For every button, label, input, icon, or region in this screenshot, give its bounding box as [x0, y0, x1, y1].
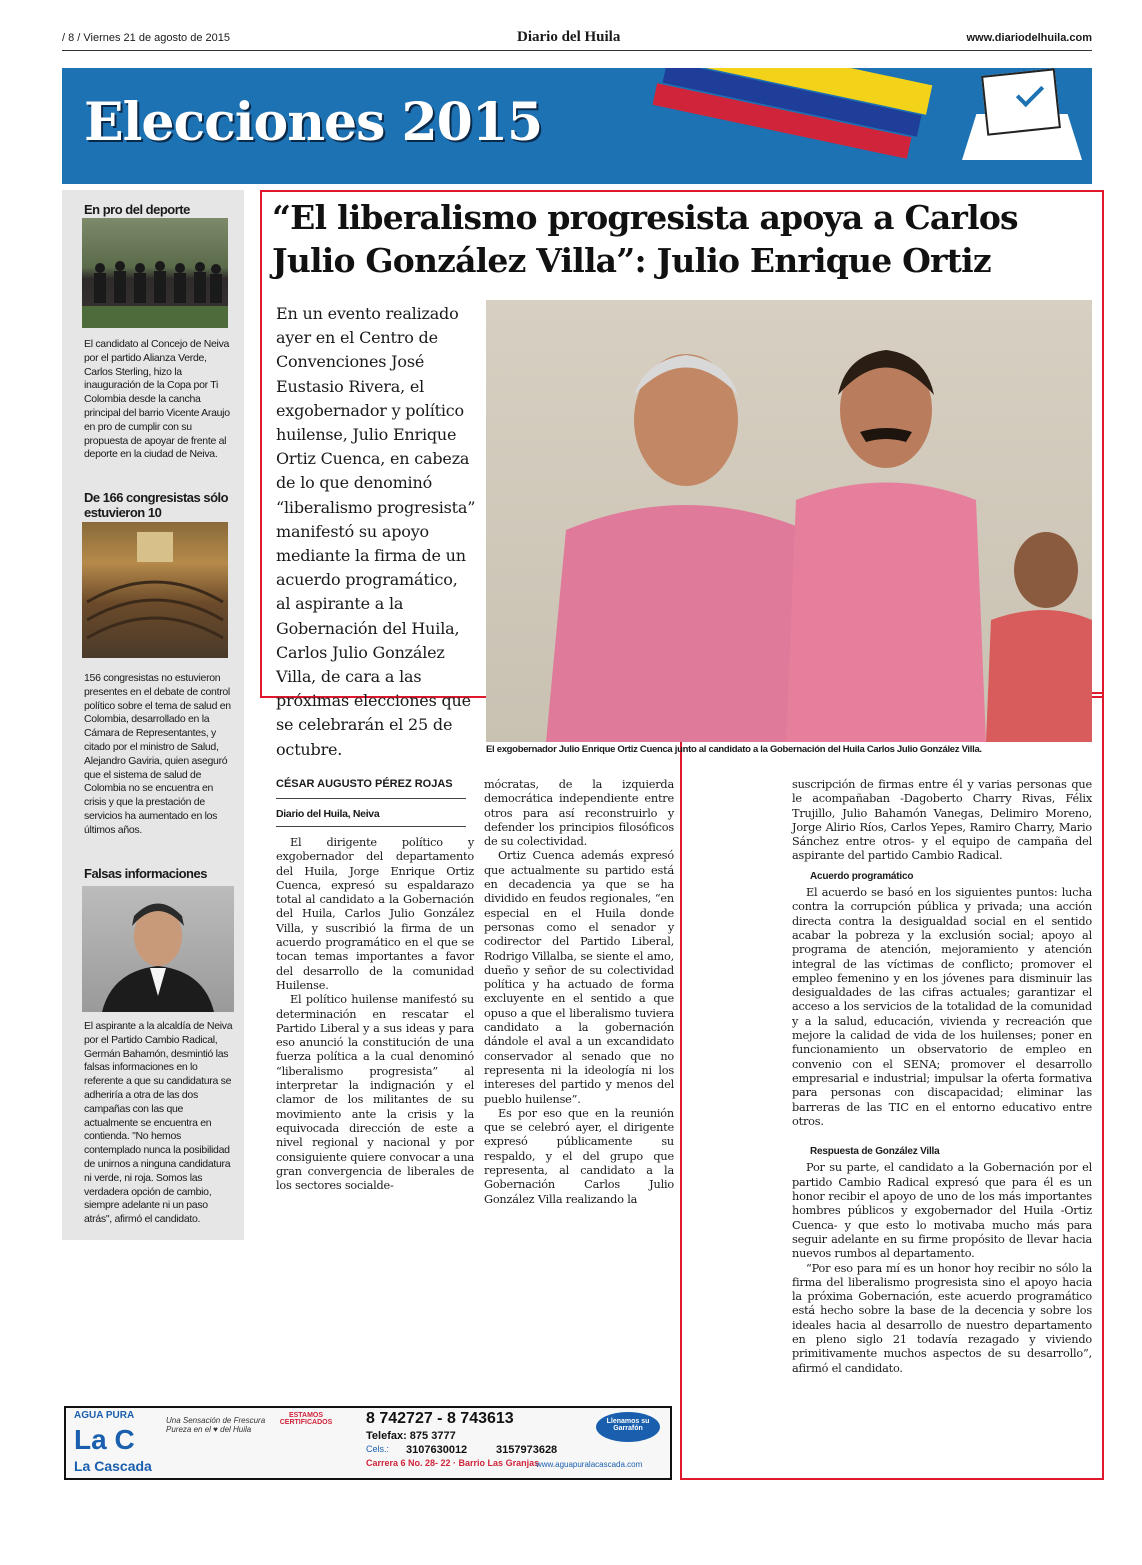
ad-slogan-2: Pureza en el ♥ del Huila — [166, 1425, 252, 1434]
photo-people — [486, 300, 1092, 742]
author-rule — [276, 798, 466, 799]
page-header — [62, 29, 1092, 51]
col3-paragraph-3: Por su parte, el candidato a la Gobernación por el partido Cambio Radical expresó que para él es un honor recibir el apoyo de uno de los más importantes hombres públicos y exgobernador del Huila -Ortiz Cuenca- y que esto lo motivaba mucho más para seguir adelante en su firme propósito de llevar hacia nuevos rumbos al departamento. — [792, 1161, 1092, 1261]
ad-agua-pura — [74, 1410, 134, 1421]
ad-certified-seal: ESTAMOS CERTIFICADOS — [279, 1412, 333, 1426]
ad-cel-2: 3157973628 — [496, 1444, 558, 1456]
football-team-photo — [82, 218, 228, 328]
article-headline: “El liberalismo progresista apoya a Carlos Julio González Villa”: Julio Enrique Ortiz — [272, 198, 1018, 280]
article-column-1 — [276, 836, 474, 1193]
col2-paragraph-2: Ortiz Cuenca además expresó que actualmente su partido está en decadencia ya que se ha dividido en feudos regionales, “en especial en el Huila donde personas como el senador y codirector del Partido Liberal, Rodrigo Villalba, se siente el amo, dueño y señor de su colectividad política y ha actuado de forma excluyente en el sentido a que opuso a que el liberalismo tuviera candidato a la gobernación dándole el aval a un excandidato conservador al senado que no representa ni la ideología ni los intereses del partido y menos del pueblo huilense”. — [484, 849, 674, 1106]
sidebar-heading-1: En pro del deporte — [84, 202, 190, 217]
subheading-acuerdo: Acuerdo programático — [810, 870, 914, 882]
chamber-seats — [82, 522, 228, 658]
col3-paragraph-1: suscripción de firmas entre él y varias personas que le acompañaban -Dagoberto Charry Rivas, Félix Trujillo, Julio Bahamón Vanegas, Delimiro Moreno, Jorge Alirio Ríos, Carlos Yepes, Ramiro Charry, Mario Sánchez entre otros- y el equipo de campaña del aspirante del partido Cambio Radical. — [792, 778, 1092, 863]
ad-box[interactable] — [64, 1406, 672, 1480]
article-column-2 — [484, 778, 674, 1207]
article-column-3 — [792, 778, 1092, 1376]
website-url[interactable]: www.diariodelhuila.com — [966, 32, 1092, 44]
sidebar-text-2: 156 congresistas no estuvieron presentes en el debate de control político sobre el tema de salud en Colombia, desarrollado en la Cámara de Representantes, y citado por el ministro de Salud, Alejandro Gaviria, quien aseguró que el sistema de salud de Colombia no se encuentra en crisis y que la prestación de servicios ha aumentado en los últimos años. — [84, 672, 231, 836]
photo-caption: El exgobernador Julio Enrique Ortiz Cuenca junto al candidato a la Gobernación del Huila Carlos Julio González Villa. — [486, 744, 982, 755]
section-title: Elecciones 2015 — [84, 92, 543, 153]
col3-paragraph-4: “Por eso para mí es un honor hoy recibir no sólo la firma del liberalismo progresista sino el apoyo hacia la próxima Gobernación, este acuerdo programático está hecho sobre la base de la decencia y sobre los ideales hacia al desarrollo de nuestro departamento en pleno siglo 21 todavía rezagado y viviendo primitivamente muchos aspectos de su desarrollo”, afirmó el candidato. — [792, 1261, 1092, 1375]
masthead: Diario del Huila — [517, 29, 621, 45]
col1-paragraph-2: El político huilense manifestó su determinación en rescatar el Partido Liberal y a sus ideas y para eso anunció la constitución de una fuerza política a la cual denominó “liberalismo progresista” al interpretar la indignación y el clamor de los militantes de su movimiento ante la crisis y la equivocada dirección de este a nivel regional y nacional y por consiguiente quiere convocar a una gran convergencia de liberales de los sectores socialde- — [276, 993, 474, 1193]
article-lead: En un evento realizado ayer en el Centro de Convenciones José Eustasio Rivera, el exgobernador y político huilense, Julio Enrique Ortiz Cuenca, en cabeza de lo que denominó “liberalismo progresista” manifestó su apoyo mediante la firma de un acuerdo programático, al aspirante a la Gobernación del Huila, Carlos Julio González Villa, de cara a las próximas elecciones que se celebrarán el 25 de octubre. — [276, 304, 476, 759]
sidebar-heading-3: Falsas informaciones — [84, 866, 207, 881]
ad-logo: La C — [74, 1424, 135, 1455]
ad-cel-1: 3107630012 — [406, 1444, 468, 1456]
ad-agua: AGUA — [74, 1410, 104, 1421]
page-number-date: / 8 / Viernes 21 de agosto de 2015 — [62, 32, 230, 44]
sidebar-text-3: El aspirante a la alcaldía de Neiva por el Partido Cambio Radical, Germán Bahamón, desmintió las falsas informaciones en lo referente a que su candidatura se adheriría a otra de las dos campañas con las que actualmente se encuentra en contienda. "No hemos contemplado nunca la posibilidad de unirnos a ninguna candidatura ni verde, ni roja. Somos las verdadera opción de cambio, siempre adelante ni un paso atrás", afirmó el candidato. — [84, 1020, 233, 1226]
article-author: CÉSAR AUGUSTO PÉREZ ROJAS — [276, 778, 453, 790]
ad-address-1: Carrera 6 No. 28- 22 — [366, 1458, 451, 1468]
article-main-photo — [486, 300, 1092, 742]
col2-paragraph-1: mócratas, de la izquierda democrática independiente entre otros para así reconstruirlo y defender los principios filosóficos de su colectividad. — [484, 778, 674, 849]
ad-brand: La Cascada — [74, 1458, 152, 1474]
col2-paragraph-3: Es por eso que en la reunión que se celebró ayer, el dirigente expresó públicamente su respaldo, y el del grupo que representa, al candidato a la Gobernación Carlos Julio González Villa realizando la — [484, 1106, 674, 1206]
ad-slogan — [166, 1416, 265, 1434]
ad-web[interactable]: www.aguapuralacascada.com — [536, 1460, 643, 1469]
col1-paragraph-1: El dirigente político y exgobernador del departamento del Huila, Jorge Enrique Ortiz Cuenca, expresó su espaldarazo total al candidato a la Gobernación del Huila, Carlos Julio González Villa, y suscribió la firma de un acuerdo programático en el que se tocan temas importantes a favor del desarrollo de la comunidad Huilense. — [276, 836, 474, 992]
ad-phones: 8 742727 - 8 743613 — [366, 1410, 514, 1427]
candidate-portrait-photo — [82, 886, 234, 1012]
article-source: Diario del Huila, Neiva — [276, 808, 380, 820]
congress-chamber-photo — [82, 522, 228, 658]
ad-address: Carrera 6 No. 28- 22 · Barrio Las Granjas — [366, 1458, 540, 1468]
ad-slogan-1: Una Sensación de Frescura — [166, 1416, 266, 1425]
ad-pura: PURA — [105, 1410, 135, 1421]
team-silhouettes — [82, 218, 228, 328]
ad-telefax: Telefax: 875 3777 — [366, 1430, 456, 1442]
section-banner — [62, 68, 1092, 184]
portrait-silhouette — [82, 886, 234, 1012]
ad-badge: Llenamos su Garrafón — [596, 1412, 660, 1442]
source-rule — [276, 826, 466, 827]
sidebar-heading-2: De 166 congresistas sólo estuvieron 10 — [84, 490, 229, 520]
sidebar-text-1: El candidato al Concejo de Neiva por el partido Alianza Verde, Carlos Sterling, hizo la inauguración de la Copa por Ti Colombia desde la cancha principal del barrio Vicente Araujo en pro de cumplir con su propuesta de apoyar de frente al deporte en la ciudad de Neiva. — [84, 338, 230, 461]
ad-cels-label: Cels.: — [366, 1444, 390, 1454]
subheading-respuesta: Respuesta de González Villa — [810, 1146, 940, 1158]
ad-address-2: Barrio Las Granjas — [458, 1458, 540, 1468]
col3-paragraph-2: El acuerdo se basó en los siguientes puntos: lucha contra la corrupción pública y privada; una acción directa contra la desigualdad social en el sentido acabar la pobreza y la exclusión social; apoyo al programa de atención, mejoramiento y atención integral de las víctimas de conflicto; promover el empleo femenino y en los jóvenes para disminuir las desigualdades de las cifras actuales; garantizar el acceso a los servicios de la totalidad de la comunidad y a la salud, educación, vivienda y recreación que mejore la calidad de vida de los huilenses; poner en funcionamiento un observatorio de empleo en convenio con el SENA; promover el desarrollo empresarial e industrial; impulsar la oferta formativa para personas con discapacidad; eliminar las barreras de las TIC en el entorno educativo entre otros. — [792, 886, 1092, 1128]
